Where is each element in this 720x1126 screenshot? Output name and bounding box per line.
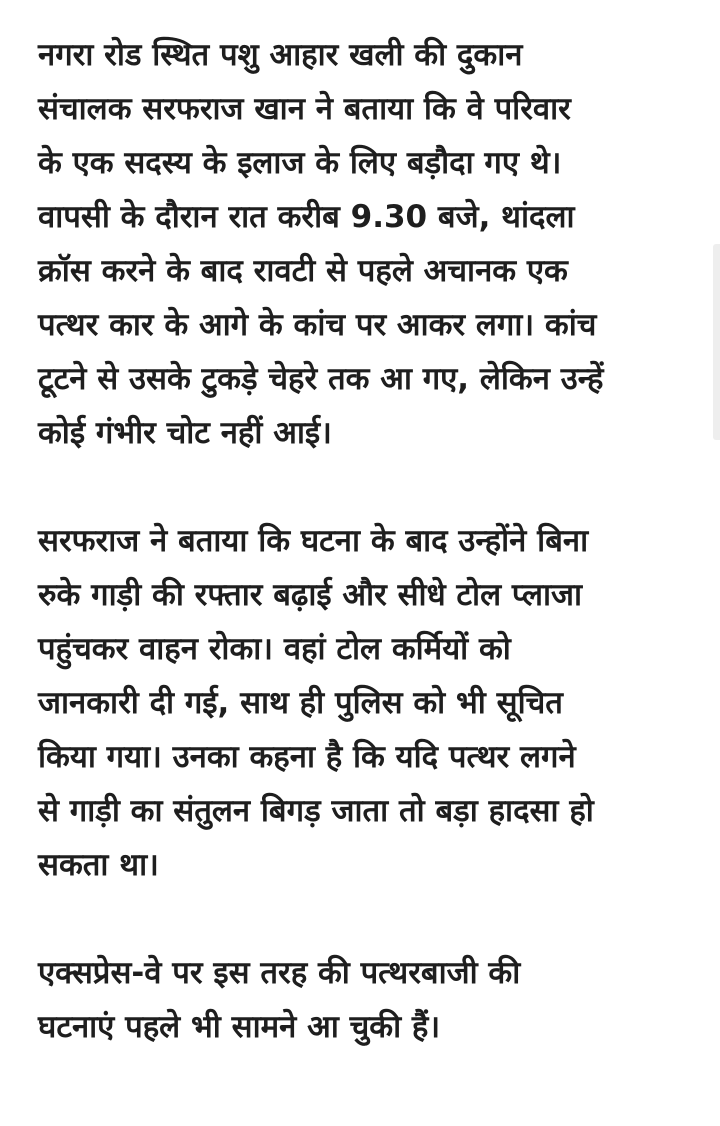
text-line: पहुंचकर वाहन रोका। वहां टोल कर्मियों को bbox=[38, 631, 511, 667]
text-line: क्रॉस करने के बाद रावटी से पहले अचानक एक bbox=[38, 253, 568, 289]
text-line: से गाड़ी का संतुलन बिगड़ जाता तो बड़ा हादसा हो bbox=[38, 793, 594, 829]
paragraph-context bbox=[38, 946, 688, 1054]
scrollbar[interactable] bbox=[713, 244, 720, 440]
article-body bbox=[38, 28, 688, 1054]
text-line: सरफराज ने बताया कि घटना के बाद उन्होंने बिना bbox=[38, 523, 589, 559]
text-line: के एक सदस्य के इलाज के लिए बड़ौदा गए थे। bbox=[38, 145, 562, 181]
text-line: वापसी के दौरान रात करीब 9.30 बजे, थांदला bbox=[38, 199, 575, 235]
text-line: टूटने से उसके टुकड़े चेहरे तक आ गए, लेकिन उन्हें bbox=[38, 361, 604, 397]
paragraph-incident bbox=[38, 28, 688, 460]
text-line: रुके गाड़ी की रफ्तार बढ़ाई और सीधे टोल प्लाजा bbox=[38, 577, 583, 613]
text-line: नगरा रोड स्थित पशु आहार खली की दुकान bbox=[38, 37, 523, 73]
text-line: कोई गंभीर चोट नहीं आई। bbox=[38, 415, 332, 451]
text-line: संचालक सरफराज खान ने बताया कि वे परिवार bbox=[38, 91, 571, 127]
text-line: एक्सप्रेस-वे पर इस तरह की पत्थरबाजी की bbox=[38, 955, 521, 991]
text-line: किया गया। उनका कहना है कि यदि पत्थर लगने bbox=[38, 739, 576, 775]
text-line: पत्थर कार के आगे के कांच पर आकर लगा। कांच bbox=[38, 307, 597, 343]
text-line: सकता था। bbox=[38, 847, 159, 883]
text-line: घटनाएं पहले भी सामने आ चुकी हैं। bbox=[38, 1009, 441, 1045]
paragraph-aftermath bbox=[38, 514, 688, 892]
text-line: जानकारी दी गई, साथ ही पुलिस को भी सूचित bbox=[38, 685, 563, 721]
